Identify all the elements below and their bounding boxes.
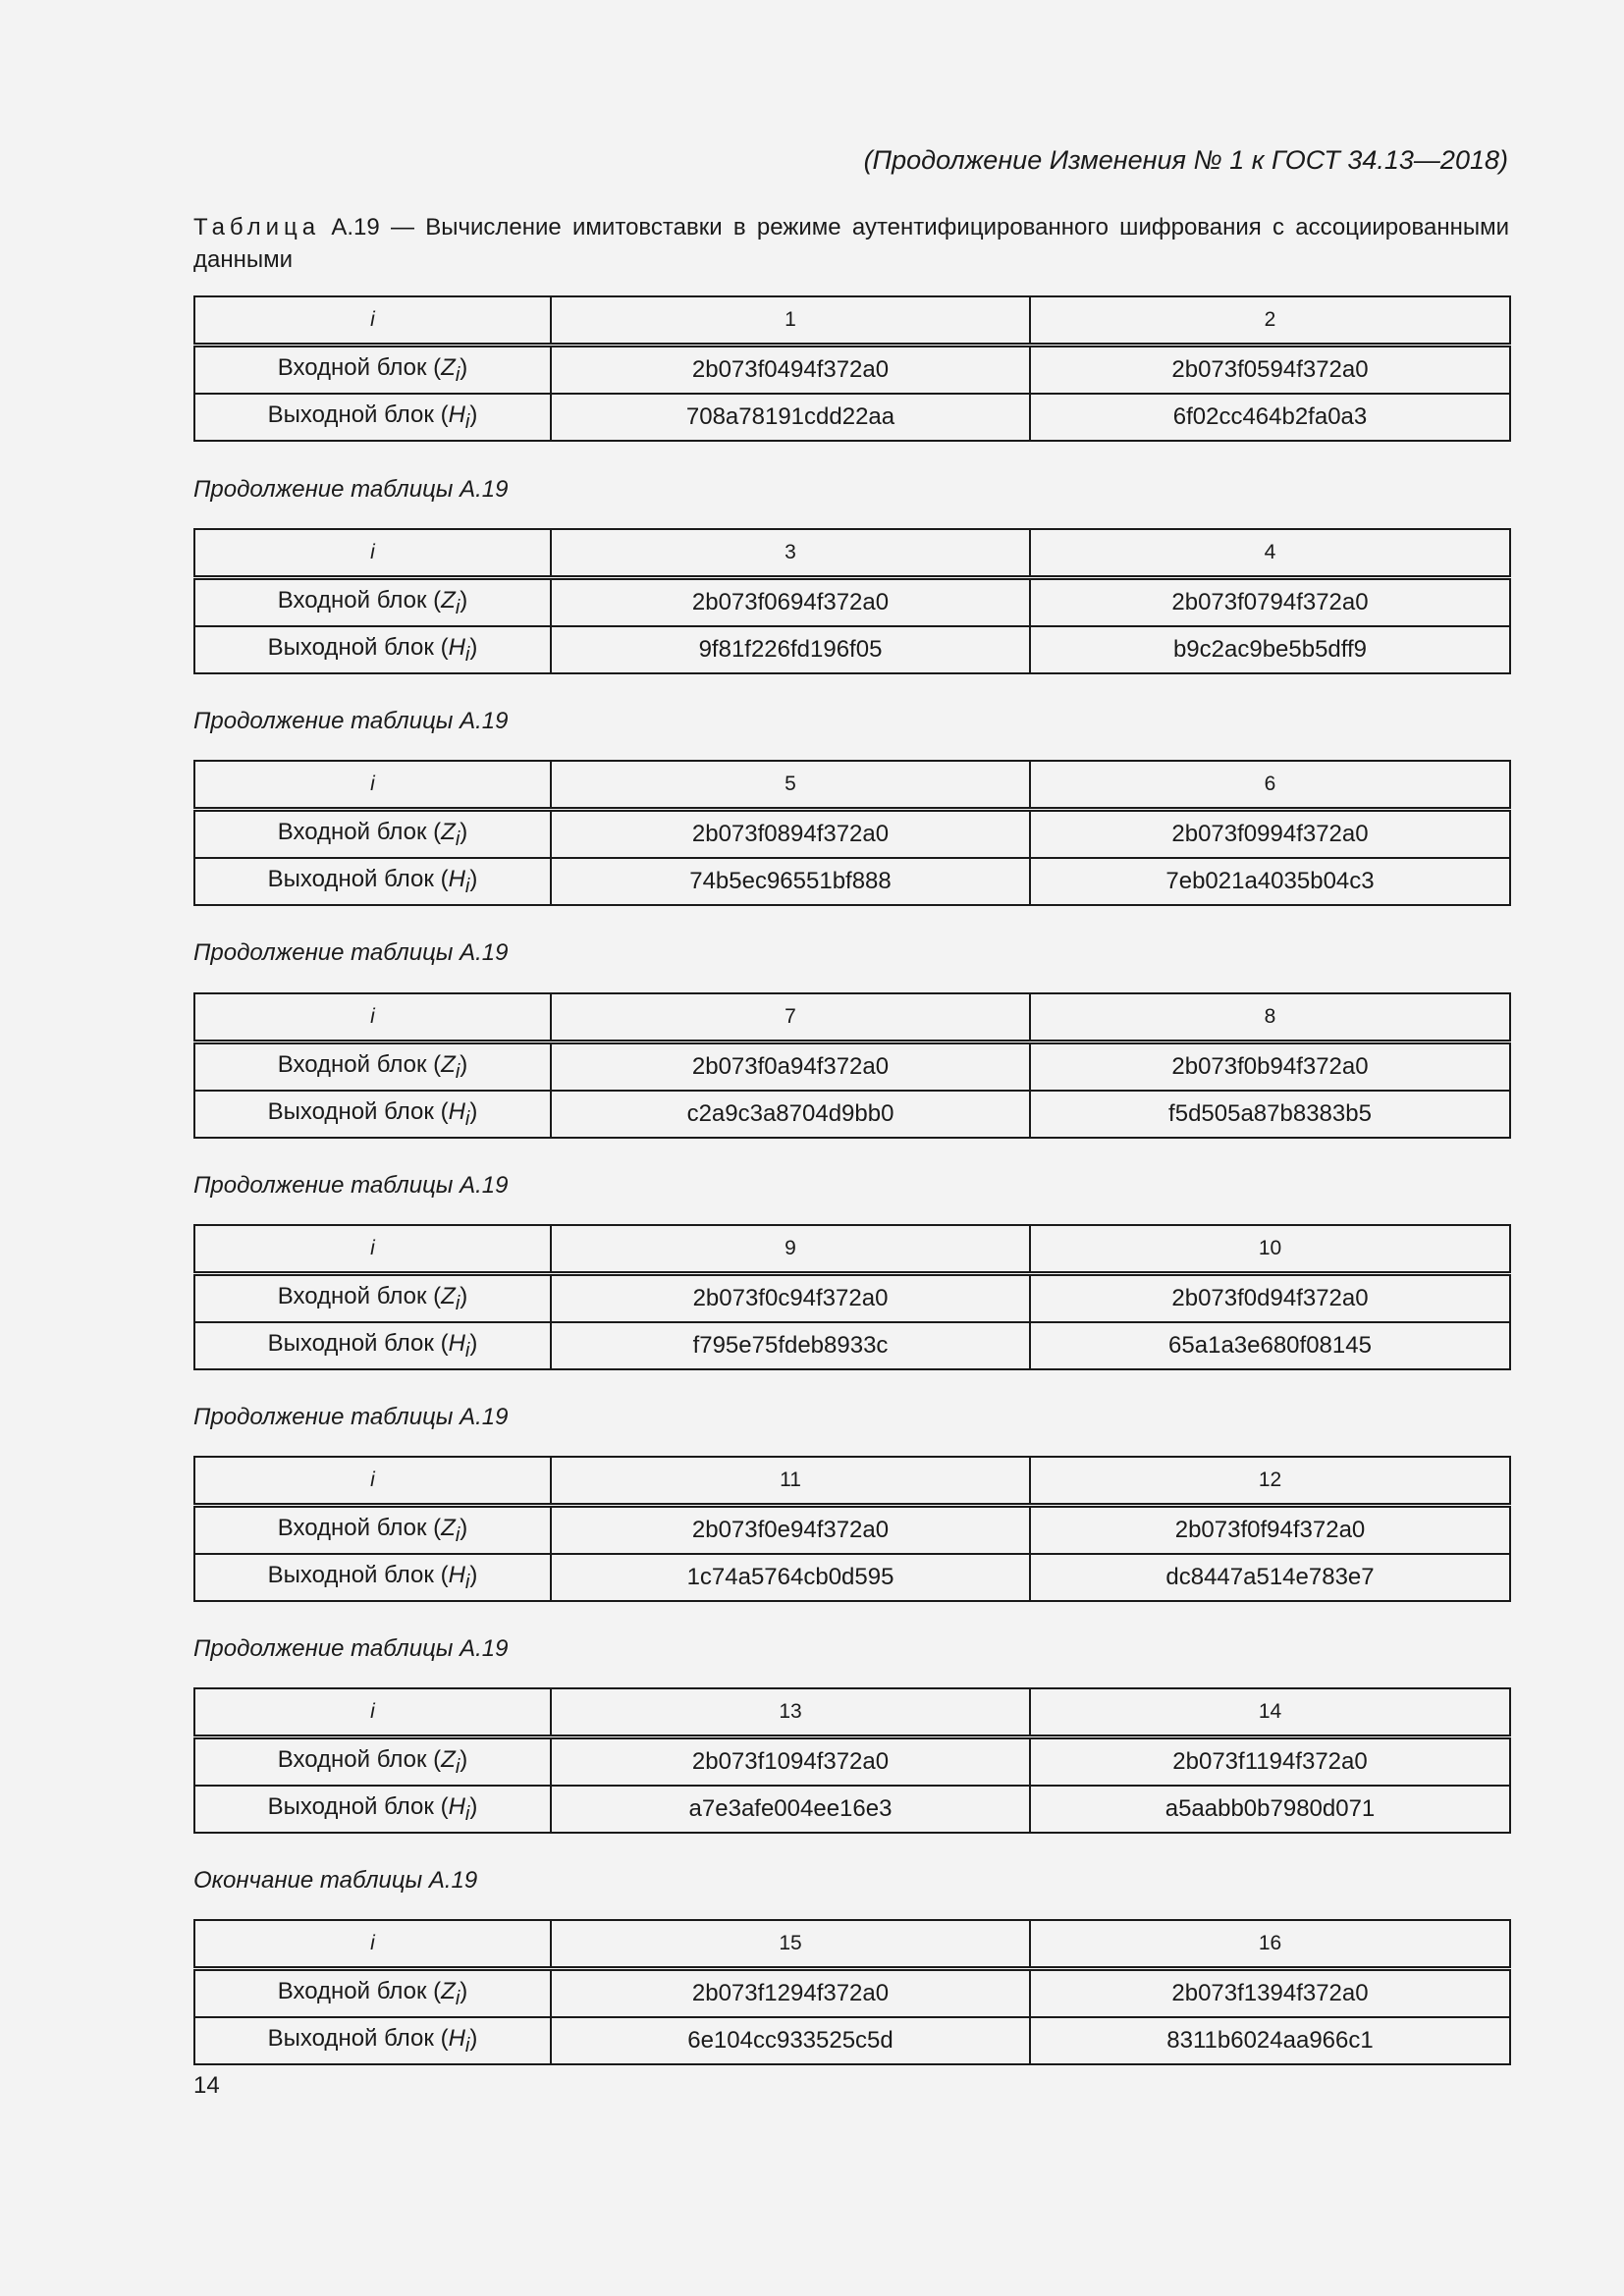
row-label-text: Входной блок ( [277, 353, 442, 381]
variable-subscript: i [464, 643, 470, 666]
input-value-cell: 2b073f0594f372a0 [1030, 346, 1510, 395]
input-value-cell: 2b073f0c94f372a0 [551, 1274, 1030, 1323]
variable-subscript: i [464, 2034, 470, 2056]
closing-paren: ) [469, 2024, 478, 2052]
input-value-cell: 2b073f0994f372a0 [1030, 810, 1510, 859]
closing-paren: ) [460, 818, 468, 845]
variable-subscript: i [464, 1571, 470, 1593]
input-value-cell: 2b073f0e94f372a0 [551, 1506, 1030, 1555]
row-label-text: Выходной блок ( [267, 865, 449, 892]
output-block-row [194, 626, 1510, 673]
row-label [194, 810, 551, 859]
variable-symbol: Z [441, 818, 456, 845]
input-block-row [194, 1737, 1510, 1787]
variable-subscript: i [455, 1987, 460, 2009]
variable-subscript: i [455, 828, 460, 850]
row-label-text: Выходной блок ( [267, 1097, 449, 1125]
data-table [193, 295, 1511, 442]
table-title-text: А.19 — Вычисление имитовставки в режиме аутентифицированного шифрования с ассоциированными данными [193, 214, 1509, 273]
row-label [194, 2017, 551, 2064]
table-title-prefix: Таблица [193, 214, 321, 240]
row-label [194, 346, 551, 395]
row-label-text: Входной блок ( [277, 1514, 442, 1541]
index-header-cell: i [194, 761, 551, 810]
closing-paren: ) [460, 586, 468, 614]
input-value-cell: 2b073f1094f372a0 [551, 1737, 1030, 1787]
index-header-cell: i [194, 993, 551, 1042]
row-label [194, 1969, 551, 2018]
output-block-row [194, 1322, 1510, 1369]
column-number-cell: 16 [1030, 1920, 1510, 1969]
column-number-cell: 3 [551, 529, 1030, 578]
input-value-cell: 2b073f0d94f372a0 [1030, 1274, 1510, 1323]
output-value-cell: dc8447a514e783e7 [1030, 1554, 1510, 1601]
input-block-row [194, 578, 1510, 627]
column-number-cell: 7 [551, 993, 1030, 1042]
variable-subscript: i [455, 1523, 460, 1546]
header-row [194, 529, 1510, 578]
column-number-cell: 13 [551, 1688, 1030, 1737]
output-value-cell: 8311b6024aa966c1 [1030, 2017, 1510, 2064]
variable-subscript: i [464, 410, 470, 433]
row-label [194, 1737, 551, 1787]
input-block-row [194, 346, 1510, 395]
input-block-row [194, 810, 1510, 859]
variable-subscript: i [464, 1339, 470, 1362]
index-header-cell: i [194, 1920, 551, 1969]
header-row [194, 1457, 1510, 1506]
variable-subscript: i [464, 1802, 470, 1825]
table-title [193, 211, 1509, 276]
output-value-cell: 7eb021a4035b04c3 [1030, 858, 1510, 905]
closing-paren: ) [469, 1561, 478, 1588]
closing-paren: ) [469, 1097, 478, 1125]
row-label [194, 394, 551, 441]
input-value-cell: 2b073f0694f372a0 [551, 578, 1030, 627]
row-label-text: Входной блок ( [277, 818, 442, 845]
input-block-row [194, 1969, 1510, 2018]
column-number-cell: 1 [551, 296, 1030, 346]
row-label-text: Входной блок ( [277, 1977, 442, 2004]
variable-symbol: Z [441, 1050, 456, 1078]
row-label [194, 1322, 551, 1369]
header-row [194, 993, 1510, 1042]
output-block-row [194, 858, 1510, 905]
variable-subscript: i [455, 363, 460, 386]
variable-subscript: i [464, 875, 470, 897]
output-value-cell: 1c74a5764cb0d595 [551, 1554, 1030, 1601]
row-label-text: Выходной блок ( [267, 633, 449, 661]
table-caption: Продолжение таблицы А.19 [193, 1404, 509, 1430]
row-label-text: Входной блок ( [277, 586, 442, 614]
row-label-text: Выходной блок ( [267, 1329, 449, 1357]
output-value-cell: a7e3afe004ee16e3 [551, 1786, 1030, 1833]
variable-subscript: i [455, 1060, 460, 1083]
input-value-cell: 2b073f0b94f372a0 [1030, 1042, 1510, 1092]
index-header-cell: i [194, 1225, 551, 1274]
input-value-cell: 2b073f0494f372a0 [551, 346, 1030, 395]
row-label-text: Выходной блок ( [267, 400, 449, 428]
column-number-cell: 9 [551, 1225, 1030, 1274]
column-number-cell: 11 [551, 1457, 1030, 1506]
input-block-row [194, 1274, 1510, 1323]
output-block-row [194, 1786, 1510, 1833]
column-number-cell: 10 [1030, 1225, 1510, 1274]
closing-paren: ) [469, 633, 478, 661]
row-label [194, 1042, 551, 1092]
output-value-cell: 6e104cc933525c5d [551, 2017, 1030, 2064]
row-label-text: Выходной блок ( [267, 1561, 449, 1588]
data-table [193, 1456, 1511, 1602]
input-value-cell: 2b073f1294f372a0 [551, 1969, 1030, 2018]
closing-paren: ) [469, 1329, 478, 1357]
index-header-cell: i [194, 529, 551, 578]
table-caption: Продолжение таблицы А.19 [193, 939, 509, 966]
closing-paren: ) [460, 1977, 468, 2004]
column-number-cell: 4 [1030, 529, 1510, 578]
header-row [194, 1225, 1510, 1274]
row-label [194, 1091, 551, 1138]
variable-symbol: H [448, 865, 465, 892]
table-caption: Окончание таблицы А.19 [193, 1867, 478, 1894]
variable-symbol: H [448, 1792, 465, 1820]
header-row [194, 1688, 1510, 1737]
row-label [194, 578, 551, 627]
page-number: 14 [193, 2072, 220, 2099]
output-block-row [194, 1554, 1510, 1601]
row-label-text: Входной блок ( [277, 1282, 442, 1309]
output-value-cell: 74b5ec96551bf888 [551, 858, 1030, 905]
closing-paren: ) [460, 1282, 468, 1309]
input-value-cell: 2b073f0a94f372a0 [551, 1042, 1030, 1092]
column-number-cell: 14 [1030, 1688, 1510, 1737]
output-block-row [194, 394, 1510, 441]
data-table [193, 992, 1511, 1139]
output-value-cell: 65a1a3e680f08145 [1030, 1322, 1510, 1369]
column-number-cell: 5 [551, 761, 1030, 810]
output-value-cell: b9c2ac9be5b5dff9 [1030, 626, 1510, 673]
input-value-cell: 2b073f1394f372a0 [1030, 1969, 1510, 2018]
closing-paren: ) [460, 1745, 468, 1773]
column-number-cell: 8 [1030, 993, 1510, 1042]
row-label [194, 626, 551, 673]
data-table [193, 1919, 1511, 2065]
variable-subscript: i [455, 1292, 460, 1314]
data-table [193, 1687, 1511, 1834]
output-block-row [194, 2017, 1510, 2064]
output-value-cell: a5aabb0b7980d071 [1030, 1786, 1510, 1833]
row-label-text: Выходной блок ( [267, 1792, 449, 1820]
column-number-cell: 6 [1030, 761, 1510, 810]
input-value-cell: 2b073f0794f372a0 [1030, 578, 1510, 627]
row-label [194, 1274, 551, 1323]
data-table [193, 528, 1511, 674]
output-value-cell: f5d505a87b8383b5 [1030, 1091, 1510, 1138]
header-row [194, 1920, 1510, 1969]
output-value-cell: 6f02cc464b2fa0a3 [1030, 394, 1510, 441]
output-value-cell: c2a9c3a8704d9bb0 [551, 1091, 1030, 1138]
variable-symbol: Z [441, 586, 456, 614]
input-value-cell: 2b073f1194f372a0 [1030, 1737, 1510, 1787]
data-table [193, 1224, 1511, 1370]
table-caption: Продолжение таблицы А.19 [193, 708, 509, 734]
variable-symbol: Z [441, 1514, 456, 1541]
variable-symbol: H [448, 1561, 465, 1588]
column-number-cell: 15 [551, 1920, 1030, 1969]
table-caption: Продолжение таблицы А.19 [193, 476, 509, 503]
variable-symbol: H [448, 2024, 465, 2052]
output-value-cell: f795e75fdeb8933c [551, 1322, 1030, 1369]
output-value-cell: 708a78191cdd22aa [551, 394, 1030, 441]
closing-paren: ) [469, 400, 478, 428]
variable-subscript: i [455, 1755, 460, 1778]
row-label [194, 858, 551, 905]
closing-paren: ) [460, 1050, 468, 1078]
row-label [194, 1506, 551, 1555]
variable-symbol: H [448, 1097, 465, 1125]
table-caption: Продолжение таблицы А.19 [193, 1172, 509, 1199]
output-block-row [194, 1091, 1510, 1138]
variable-symbol: Z [441, 1282, 456, 1309]
index-header-cell: i [194, 1457, 551, 1506]
closing-paren: ) [469, 1792, 478, 1820]
table-caption: Продолжение таблицы А.19 [193, 1635, 509, 1662]
closing-paren: ) [460, 353, 468, 381]
variable-symbol: Z [441, 1745, 456, 1773]
input-block-row [194, 1042, 1510, 1092]
output-value-cell: 9f81f226fd196f05 [551, 626, 1030, 673]
input-block-row [194, 1506, 1510, 1555]
input-value-cell: 2b073f0f94f372a0 [1030, 1506, 1510, 1555]
index-header-cell: i [194, 1688, 551, 1737]
row-label-text: Выходной блок ( [267, 2024, 449, 2052]
variable-symbol: Z [441, 353, 456, 381]
row-label [194, 1786, 551, 1833]
index-header-cell: i [194, 296, 551, 346]
row-label [194, 1554, 551, 1601]
header-row [194, 296, 1510, 346]
page-header: (Продолжение Изменения № 1 к ГОСТ 34.13—2018) [863, 145, 1508, 175]
variable-symbol: H [448, 400, 465, 428]
data-table [193, 760, 1511, 906]
input-value-cell: 2b073f0894f372a0 [551, 810, 1030, 859]
variable-symbol: H [448, 1329, 465, 1357]
closing-paren: ) [460, 1514, 468, 1541]
variable-symbol: H [448, 633, 465, 661]
variable-subscript: i [464, 1107, 470, 1130]
column-number-cell: 2 [1030, 296, 1510, 346]
column-number-cell: 12 [1030, 1457, 1510, 1506]
variable-subscript: i [455, 596, 460, 618]
row-label-text: Входной блок ( [277, 1050, 442, 1078]
row-label-text: Входной блок ( [277, 1745, 442, 1773]
closing-paren: ) [469, 865, 478, 892]
header-row [194, 761, 1510, 810]
variable-symbol: Z [441, 1977, 456, 2004]
